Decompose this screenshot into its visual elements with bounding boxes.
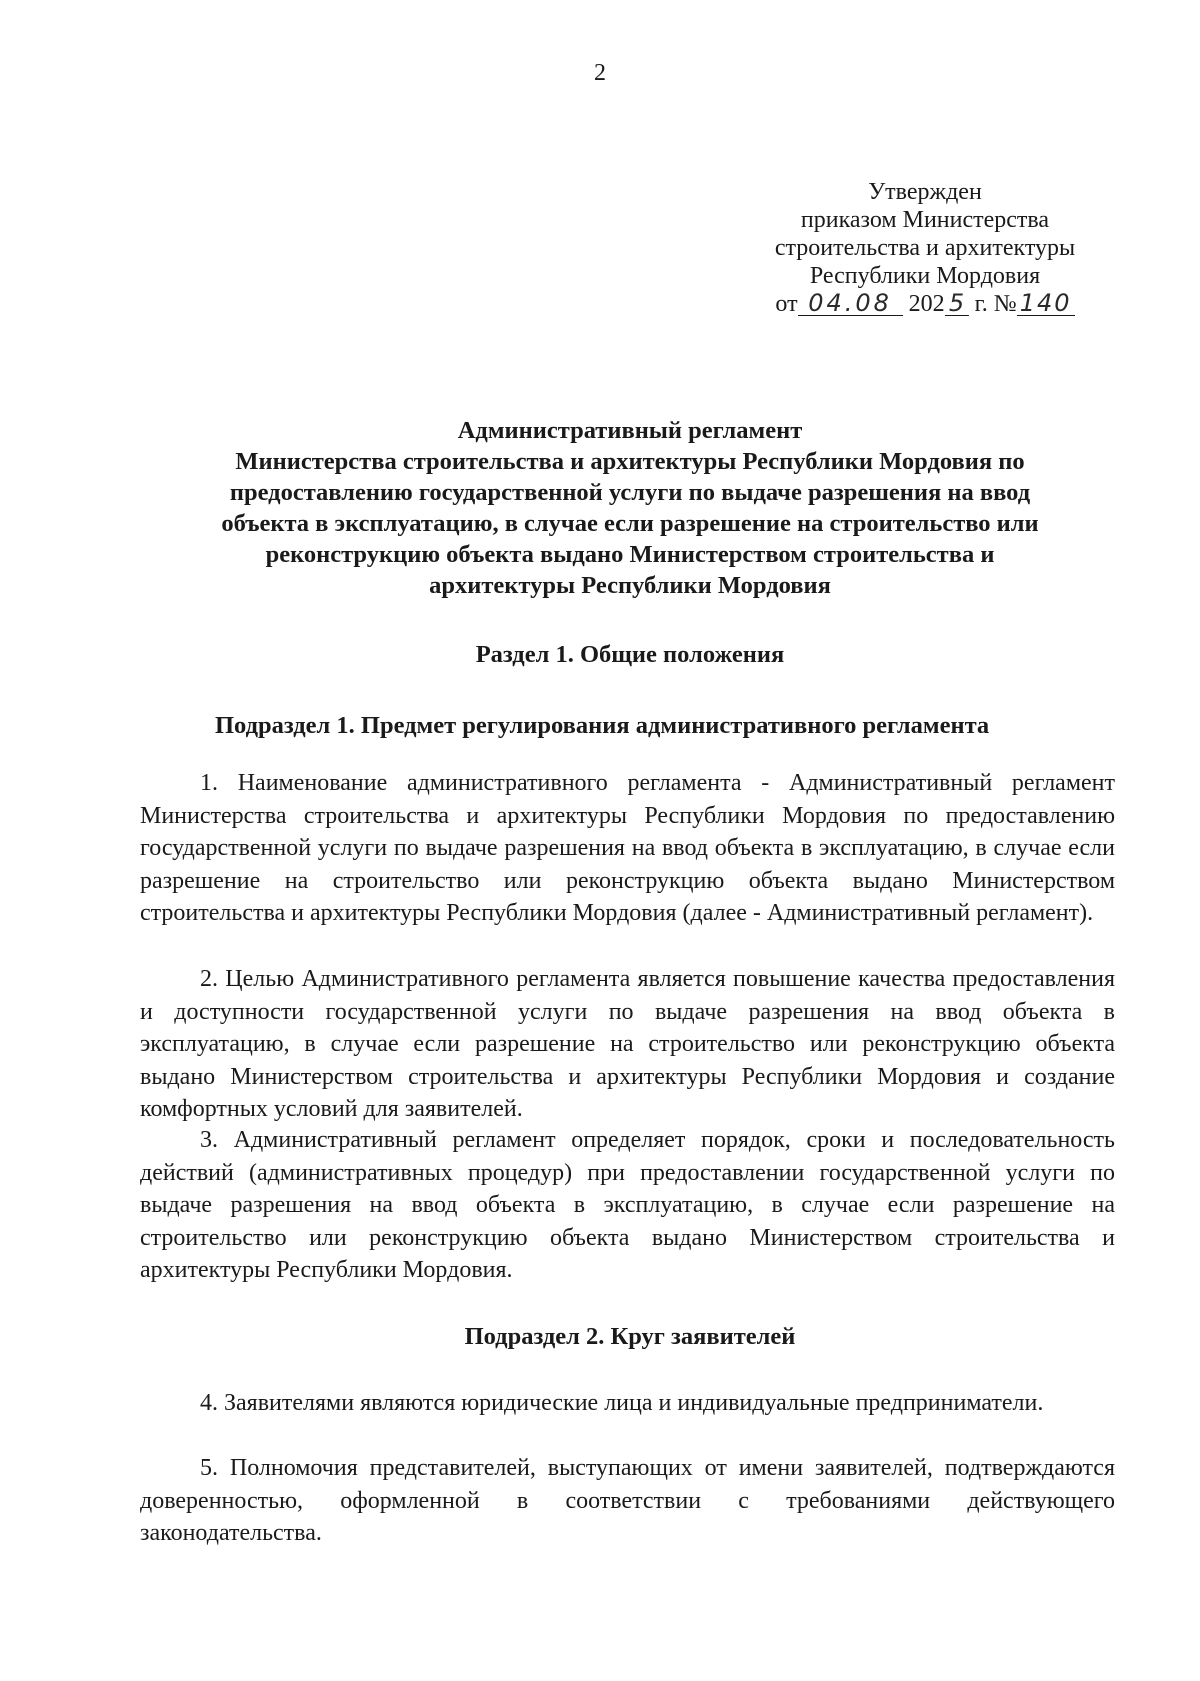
- title-line-2: Министерства строительства и архитектуры Республики Мордовия по: [235, 448, 1025, 475]
- approval-line-2: приказом Министерства: [800, 207, 1050, 233]
- year-prefix: 202: [908, 291, 945, 317]
- title-line-6: архитектуры Республики Мордовия: [429, 572, 831, 599]
- subsection-heading-1: Подраздел 1. Предмет регулирования административного регламента: [215, 712, 990, 739]
- title-line-4: объекта в эксплуатацию, в случае если разрешение на строительство или: [221, 510, 1039, 537]
- paragraph-3: 3. Административный регламент определяет порядок, сроки и последовательность действий (административных процедур) при предоставлении государственной услуги по выдаче разрешения на ввод объекта в эксплуатацию, в случае если разрешение на строительство или реконструкцию объекта выдано Министерством строительства и архитектуры Республики Мордовия.: [140, 1127, 1115, 1283]
- approval-line-4: Республики Мордовия: [809, 263, 1041, 289]
- handwritten-year: 5: [945, 291, 969, 316]
- paragraph-4: 4. Заявителями являются юридические лица и индивидуальные предприниматели.: [200, 1390, 1044, 1416]
- page-number: 2: [594, 60, 606, 86]
- paragraph-1: 1. Наименование административного регламента - Административный регламент Министерства строительства и архитектуры Республики Мордовия по предоставлению государственной услуги по выдаче разрешения на ввод объекта в эксплуатацию, в случае если разрешение на строительство или реконструкцию объекта выдано Министерством строительства и архитектуры Республики Мордовия (далее - Административный регламент).: [140, 770, 1115, 926]
- section-heading-1: Раздел 1. Общие положения: [475, 641, 785, 668]
- title-line-3: предоставлению государственной услуги по выдаче разрешения на ввод: [229, 479, 1031, 506]
- paragraph-5: 5. Полномочия представителей, выступающих от имени заявителей, подтверждаются доверенностью, оформленной в соответствии с требованиями действующего законодательства.: [140, 1455, 1115, 1546]
- handwritten-order-number: 140: [1017, 291, 1075, 316]
- title-line-1: Административный регламент: [457, 417, 803, 444]
- approval-line-1: Утвержден: [868, 179, 982, 205]
- handwritten-date: 04.08: [798, 291, 903, 316]
- approval-line-3: строительства и архитектуры: [774, 235, 1076, 261]
- date-prefix: от: [775, 291, 798, 317]
- approval-date-line: [760, 290, 1090, 318]
- paragraph-2: 2. Целью Административного регламента является повышение качества предоставления и доступности государственной услуги по выдаче разрешения на ввод объекта в эксплуатацию, в случае если разрешение на строительство или реконструкцию объекта выдано Министерством строительства и архитектуры Республики Мордовия и создание комфортных условий для заявителей.: [140, 966, 1115, 1122]
- subsection-heading-2: Подраздел 2. Круг заявителей: [464, 1323, 796, 1350]
- document-title: [150, 415, 1110, 601]
- title-line-5: реконструкцию объекта выдано Министерством строительства и: [265, 541, 995, 568]
- year-suffix: г. №: [974, 291, 1017, 317]
- approval-stamp: [760, 178, 1090, 318]
